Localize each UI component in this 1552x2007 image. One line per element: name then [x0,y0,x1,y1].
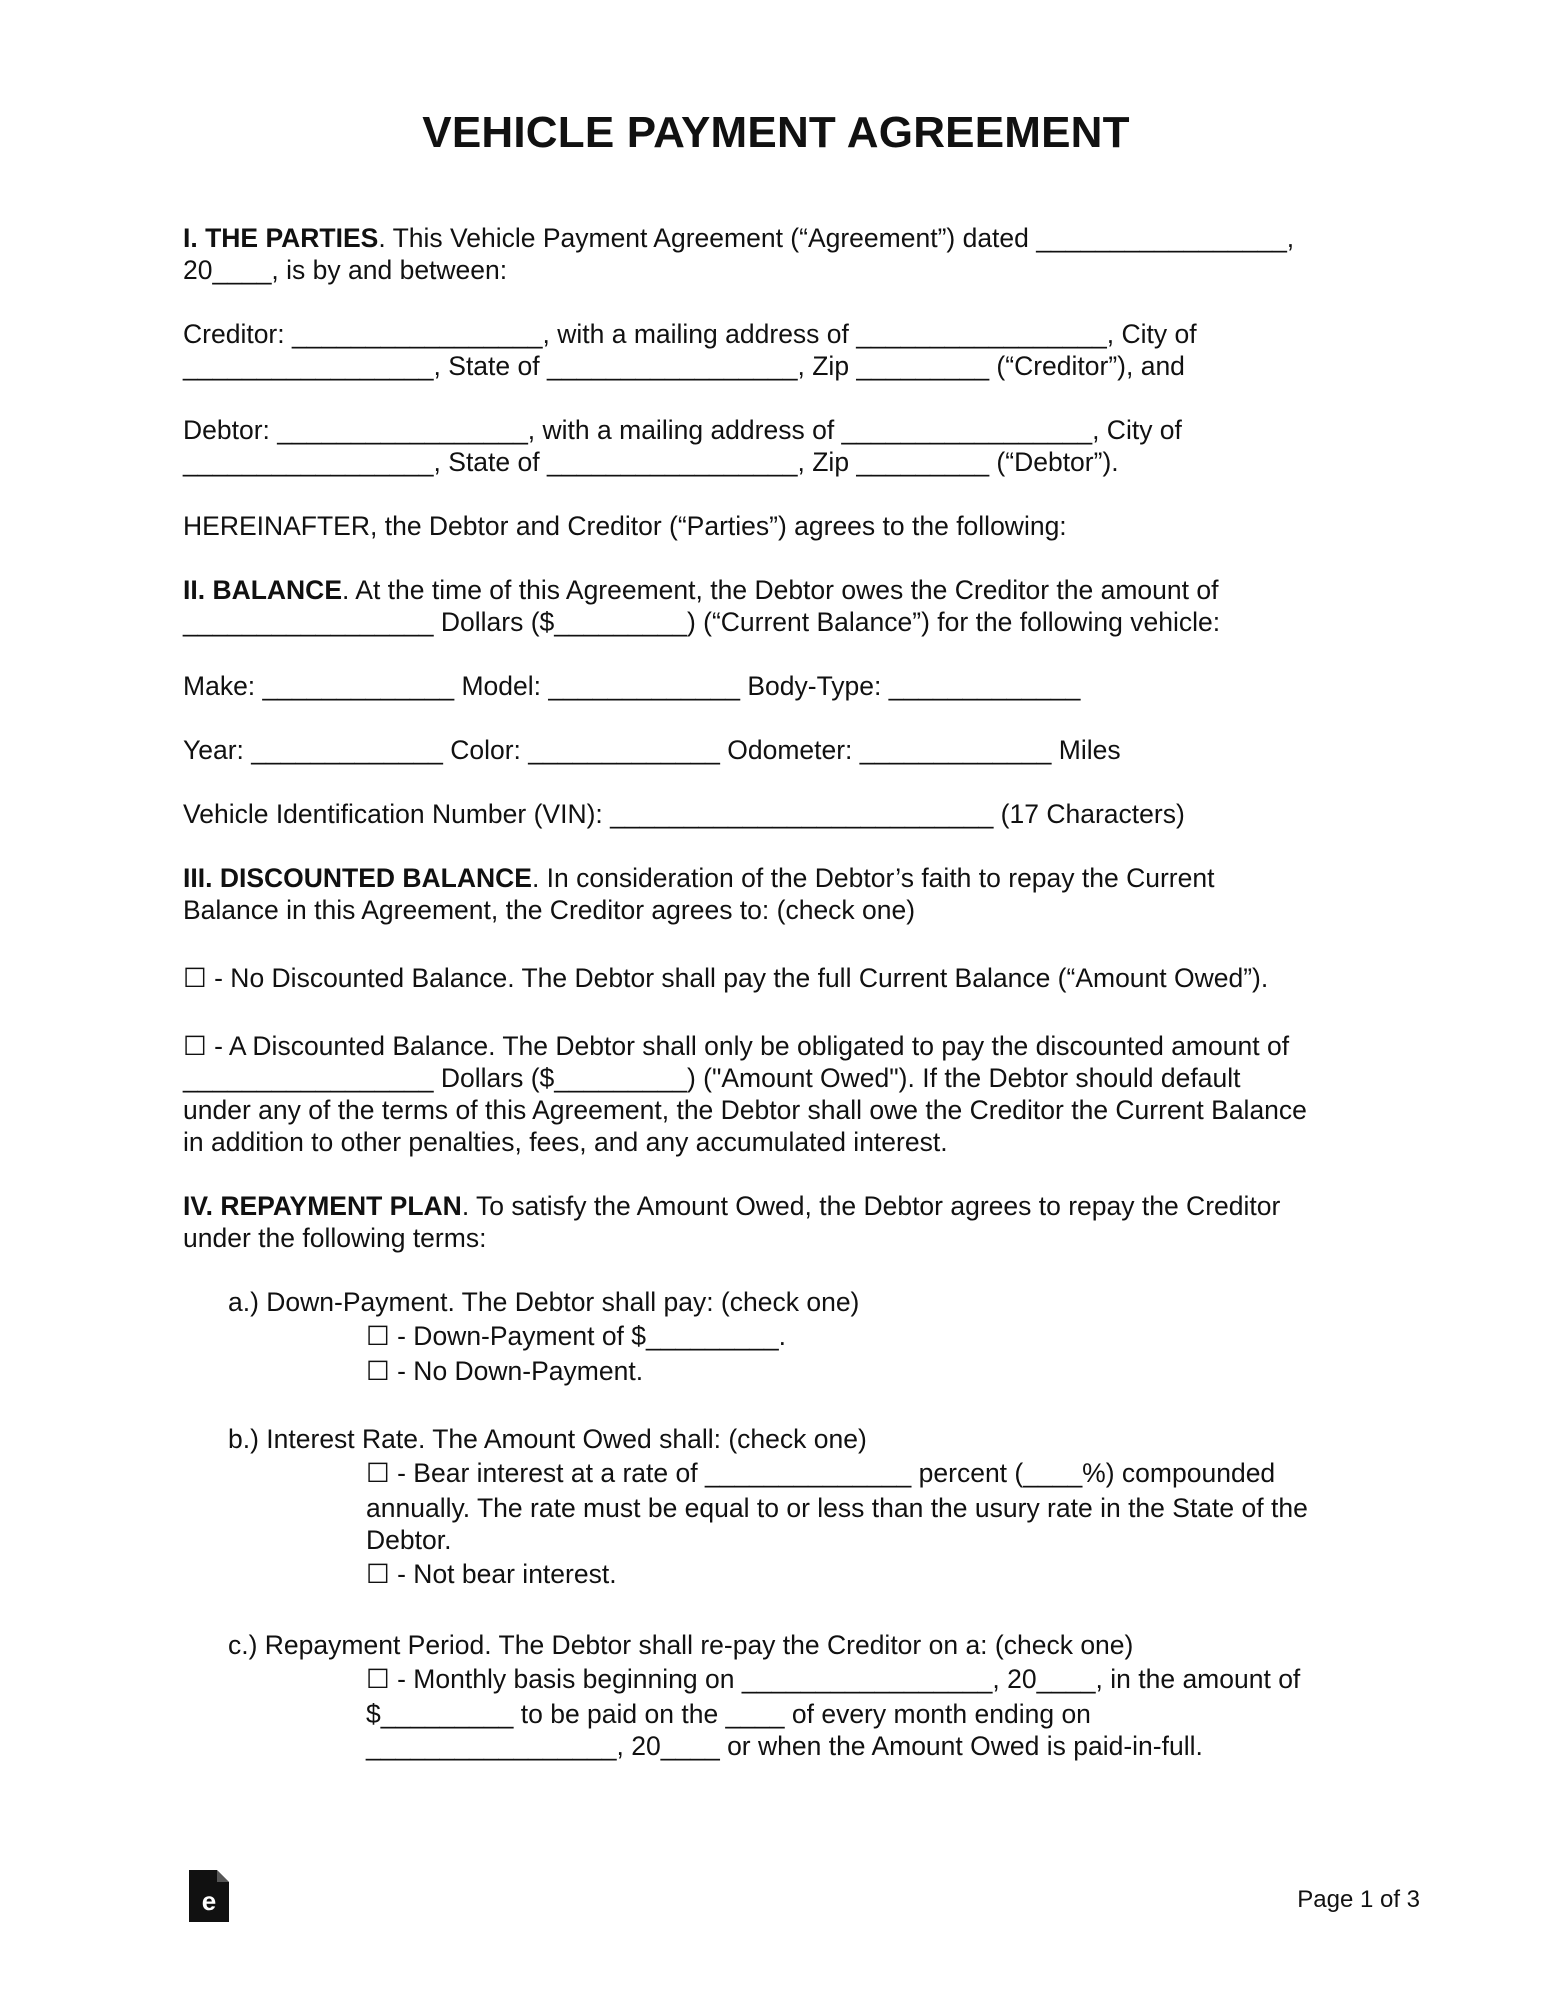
option-text: $_________ to be paid on the ____ of every month ending on [366,1699,1091,1729]
section-heading: IV. REPAYMENT PLAN [183,1191,462,1221]
option-discount [183,1030,1383,1158]
subsection-heading: b.) Interest Rate. The Amount Owed shall: (check one) [228,1424,867,1454]
option-text: in addition to other penalties, fees, and any accumulated interest. [183,1127,948,1157]
document-body [183,222,1383,1762]
section-heading: III. DISCOUNTED BALANCE [183,863,532,893]
section-parties [183,222,1383,286]
hereinafter-block [183,510,1383,542]
subsection-down-payment [183,1286,1383,1387]
section-text: Balance in this Agreement, the Creditor agrees to: (check one) [183,895,916,925]
eforms-logo-icon [189,1870,229,1922]
vehicle-row-make [183,670,1383,702]
section-balance [183,574,1383,638]
vehicle-fields: Make: _____________ Model: _____________ Body-Type: _____________ [183,671,1081,701]
vehicle-row-year [183,734,1383,766]
option-text: Debtor. [366,1525,452,1555]
creditor-line: _________________, State of _________________, Zip _________ (“Creditor”), and [183,351,1185,381]
checkbox-option: ☐ - Not bear interest. [366,1559,617,1589]
section-text: . To satisfy the Amount Owed, the Debtor agrees to repay the Creditor [461,1191,1281,1221]
option-text: _________________, 20____ or when the Amount Owed is paid-in-full. [366,1731,1203,1761]
page-number: Page 1 of 3 [1297,1886,1420,1913]
section-text: . At the time of this Agreement, the Debtor owes the Creditor the amount of [342,575,1219,605]
vehicle-row-vin [183,798,1383,830]
checkbox-option: ☐ - Down-Payment of $_________. [366,1321,787,1351]
option-text: _________________ Dollars ($_________) ("Amount Owed"). If the Debtor should default [183,1063,1241,1093]
checkbox-option: ☐ - A Discounted Balance. The Debtor shall only be obligated to pay the discounted amount of [183,1031,1290,1061]
section-heading: II. BALANCE [183,575,342,605]
hereinafter-text: HEREINAFTER, the Debtor and Creditor (“Parties”) agrees to the following: [183,511,1067,541]
subsection-repayment-period [183,1629,1383,1762]
section-text: 20____, is by and between: [183,255,508,285]
subsection-heading: a.) Down-Payment. The Debtor shall pay: (check one) [228,1287,860,1317]
debtor-line: Debtor: _________________, with a mailing address of _________________, City of [183,415,1182,445]
section-text: _________________ Dollars ($_________) (“Current Balance”) for the following vehicle: [183,607,1221,637]
section-discounted-balance [183,862,1383,926]
document-title: VEHICLE PAYMENT AGREEMENT [422,108,1130,157]
svg-text:e: e [201,1886,217,1916]
option-text: annually. The rate must be equal to or less than the usury rate in the State of the [366,1493,1308,1523]
creditor-line: Creditor: _________________, with a mailing address of _________________, City of [183,319,1197,349]
option-no-discount [183,962,1383,994]
subsection-heading: c.) Repayment Period. The Debtor shall re-pay the Creditor on a: (check one) [228,1630,1134,1660]
section-heading: I. THE PARTIES [183,223,379,253]
section-text: under the following terms: [183,1223,487,1253]
checkbox-option: ☐ - Monthly basis beginning on _________________, 20____, in the amount of [366,1664,1301,1694]
debtor-block [183,414,1383,478]
section-text: . In consideration of the Debtor’s faith to repay the Current [531,863,1215,893]
section-text: . This Vehicle Payment Agreement (“Agreement”) dated _________________, [378,223,1295,253]
checkbox-option: ☐ - No Down-Payment. [366,1356,644,1386]
option-text: under any of the terms of this Agreement, the Debtor shall owe the Creditor the Current Balance [183,1095,1307,1125]
section-repayment-plan [183,1190,1383,1254]
checkbox-option: ☐ - No Discounted Balance. The Debtor shall pay the full Current Balance (“Amount Owed”). [183,963,1269,993]
creditor-block [183,318,1383,382]
vehicle-fields: Year: _____________ Color: _____________ Odometer: _____________ Miles [183,735,1121,765]
debtor-line: _________________, State of _________________, Zip _________ (“Debtor”). [183,447,1119,477]
subsection-interest-rate [183,1423,1383,1593]
vin-field: Vehicle Identification Number (VIN): __________________________ (17 Characters) [183,799,1185,829]
checkbox-option: ☐ - Bear interest at a rate of ______________ percent (____%) compounded [366,1458,1276,1488]
